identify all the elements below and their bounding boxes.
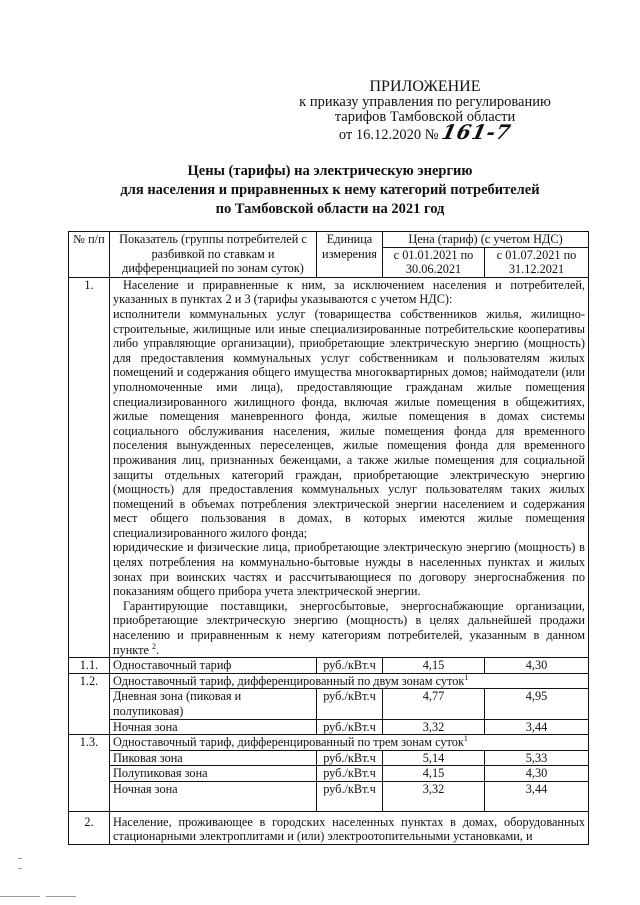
table-row-1-3 — [69, 735, 589, 751]
title-line-1: Цены (тарифы) на электрическую энергию — [187, 163, 473, 179]
table-row-1-3-night — [69, 781, 589, 811]
header-unit: Единица измерения — [317, 232, 383, 278]
row-1-1-num: 1.1. — [69, 658, 110, 674]
authority-line: тарифов Тамбовской области — [334, 109, 516, 125]
row-1-2-day-value-2: 4,95 — [485, 689, 589, 719]
header-indicator: Показатель (группы потребителей с разбивкой по ставкам и дифференциацией по зонам суток) — [110, 232, 317, 278]
handwritten-order-number: 161-7 — [439, 120, 514, 144]
scan-mark — [18, 858, 22, 859]
row-1-para-1: Население и приравненные к ним, за исключением населения и потребителей, указанных в пунктах 2 и 3 (тарифы указываются с учетом НДС): — [113, 277, 585, 307]
table-row-1-1 — [69, 658, 589, 674]
row-1-2-night-name: Ночная зона — [110, 719, 317, 735]
row-1-3-semipeak-unit: руб./кВт.ч — [317, 766, 383, 782]
table-row-1-2-day — [69, 689, 589, 719]
footnote-ref: 1 — [464, 672, 469, 682]
row-1-description — [110, 277, 589, 657]
row-1-para-4 — [113, 599, 585, 657]
table-row-2 — [69, 811, 589, 844]
table-header-row — [69, 232, 589, 248]
scan-edge-line — [0, 896, 40, 897]
table-row-1-3-semipeak — [69, 766, 589, 782]
row-1-1-value-1: 4,15 — [383, 658, 485, 674]
header-price: Цена (тариф) (с учетом НДС) — [383, 232, 589, 248]
row-1-2-name — [110, 673, 589, 689]
row-1-3-num: 1.3. — [69, 735, 110, 811]
row-2-description: Население, проживающее в городских населенных пунктах в домах, оборудованных стационарными электроплитами и (или) электроотопительными установками, и — [110, 811, 589, 844]
title-line-2: для населения и приравненных к нему категорий потребителей — [120, 182, 540, 198]
appendix-header — [260, 79, 590, 143]
row-1-3-name — [110, 735, 589, 751]
row-1-3-peak-value-2: 5,33 — [485, 750, 589, 766]
order-reference-line: к приказу управления по регулированию — [299, 94, 551, 110]
row-1-3-peak-unit: руб./кВт.ч — [317, 750, 383, 766]
row-1-2-night-unit: руб./кВт.ч — [317, 719, 383, 735]
order-date: от 16.12.2020 № — [338, 127, 439, 143]
table-row-1-2-night — [69, 719, 589, 735]
header-num: № п/п — [69, 232, 110, 278]
row-1-3-semipeak-name: Полупиковая зона — [110, 766, 317, 782]
row-1-2-name-text: Одноставочный тариф, дифференцированный по двум зонам суток — [113, 673, 465, 688]
tariff-table — [68, 231, 589, 845]
row-1-2-day-unit: руб./кВт.ч — [317, 689, 383, 719]
row-1-para-3: юридические и физические лица, приобретающие электрическую энергию (мощность) в целях потребления на коммунально-бытовые нужды в населенных пунктах и жилых зонах при воинских частях и рассчитывающиеся по договору энергоснабжения по показаниям общего прибора учета электрической энергии. — [113, 540, 585, 599]
appendix-title: ПРИЛОЖЕНИЕ — [369, 78, 481, 95]
row-1-num: 1. — [69, 277, 110, 657]
row-1-3-night-unit: руб./кВт.ч — [317, 781, 383, 811]
row-1-3-name-text: Одноставочный тариф, дифференцированный по трем зонам суток — [113, 735, 464, 750]
row-1-2-day-value-1: 4,77 — [383, 689, 485, 719]
document-title — [95, 162, 565, 219]
scan-mark — [18, 868, 22, 869]
row-1-3-night-name: Ночная зона — [110, 781, 317, 811]
title-line-3: по Тамбовской области на 2021 год — [215, 201, 445, 217]
row-1-1-value-2: 4,30 — [485, 658, 589, 674]
order-date-line — [260, 120, 590, 144]
row-1-3-peak-name: Пиковая зона — [110, 750, 317, 766]
header-period-1: с 01.01.2021 по 30.06.2021 — [383, 247, 485, 277]
header-period-2: с 01.07.2021 по 31.12.2021 — [485, 247, 589, 277]
footnote-ref: 1 — [463, 734, 468, 744]
row-1-2-night-value-2: 3,44 — [485, 719, 589, 735]
scan-edge-line — [46, 896, 76, 897]
row-1-para-4-end: . — [156, 642, 160, 657]
row-1-3-night-value-2: 3,44 — [485, 781, 589, 811]
row-1-2-day-name: Дневная зона (пиковая и полупиковая) — [110, 689, 317, 719]
footnote-ref: 2 — [152, 641, 157, 651]
row-1-2-night-value-1: 3,32 — [383, 719, 485, 735]
row-1-3-semipeak-value-2: 4,30 — [485, 766, 589, 782]
table-row-1 — [69, 277, 589, 657]
row-1-3-semipeak-value-1: 4,15 — [383, 766, 485, 782]
row-1-para-2: исполнители коммунальных услуг (товарищества собственников жилья, жилищно-строительные, жилищные или иные специализированные потребительские кооперативы либо управляющие организации), приобретающие электрическую энергию (мощность) для предоставления коммунальных услуг собственникам и пользователям жилых помещений и содержания общего имущества многоквартирных домов; наймодатели (или уполномоченные ими лица), предоставляющие гражданам жилые помещения специализированного жилищного фонда, включая жилые помещения в общежитиях, жилые помещения маневренного фонда, жилые помещения в домах системы социального обслуживания населения, жилые помещения фонда для временного поселения вынужденных переселенцев, жилые помещения фонда для временного проживания лиц, признанных беженцами, а также жилые помещения для социальной защиты отдельных категорий граждан, приобретающие электрическую энергию (мощность) для предоставления коммунальных услуг пользователям таких жилых помещений в объемах потребления электрической энергии населением и содержания мест общего пользования в домах, в которых имеются жилые помещения специализированного жилого фонда; — [113, 306, 585, 540]
table-row-1-3-peak — [69, 750, 589, 766]
row-1-1-unit: руб./кВт.ч — [317, 658, 383, 674]
table-row-1-2 — [69, 673, 589, 689]
row-1-3-peak-value-1: 5,14 — [383, 750, 485, 766]
row-1-para-4-text: Гарантирующие поставщики, энергосбытовые, энергоснабжающие организации, приобретающие электрическую энергию (мощность) в целях дальнейшей продажи населению и приравненным к нему категориям потребителей, указанным в данном пункте — [113, 598, 585, 657]
row-1-1-name: Одноставочный тариф — [110, 658, 317, 674]
row-1-2-num: 1.2. — [69, 673, 110, 734]
row-1-3-night-value-1: 3,32 — [383, 781, 485, 811]
row-2-num: 2. — [69, 811, 110, 844]
